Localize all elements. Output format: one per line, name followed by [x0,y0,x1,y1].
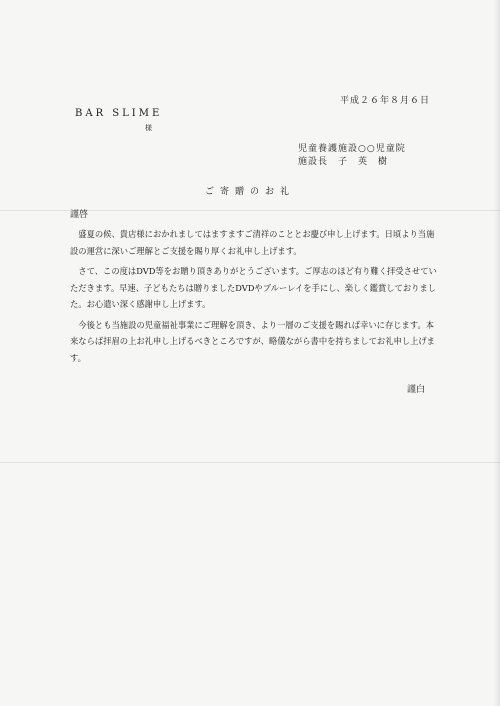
letter-title: ご寄贈のお礼 [204,187,295,197]
sender-organization: 児童養護施設○○児童院 [298,144,406,154]
letter-date: 平成２６年８月６日 [339,96,430,106]
recipient-name: BAR SLIME [75,108,163,119]
recipient-honorific: 様 [145,124,152,132]
body-paragraph: 今後とも当施設の児童福祉事業にご理解を頂き、より一層のご支援を賜れば幸いに存じます。本来ならば拝眉の上お礼申し上げるべきところですが、略儀ながら書中を持ちましてお礼申し上げます。 [70,319,435,363]
fold-line [0,462,500,463]
opening-salutation: 謹啓 [70,210,89,220]
letter-body [70,226,438,370]
closing-salutation: 謹白 [406,385,425,395]
sender-block [298,143,438,169]
body-paragraph: さて、この度はDVD等をお贈り頂きありがとうございます。ご厚志のほど有り難く拝受させていただきます。早速、子どもたちは贈りましたDVDやブルーレイを手にし、楽しく鑑賞しておりました。お心遣い深く感謝申し上げます。 [70,266,437,309]
page-edge-shadow [494,0,500,706]
body-paragraph: 盛夏の候、貴店様におかれましてはますますご清祥のこととお慶び申し上げます。日頃より当施設の運営に深いご理解とご支援を賜り厚くお礼申し上げます。 [70,229,435,256]
sender-director: 施設長 子 英 樹 [298,157,389,167]
